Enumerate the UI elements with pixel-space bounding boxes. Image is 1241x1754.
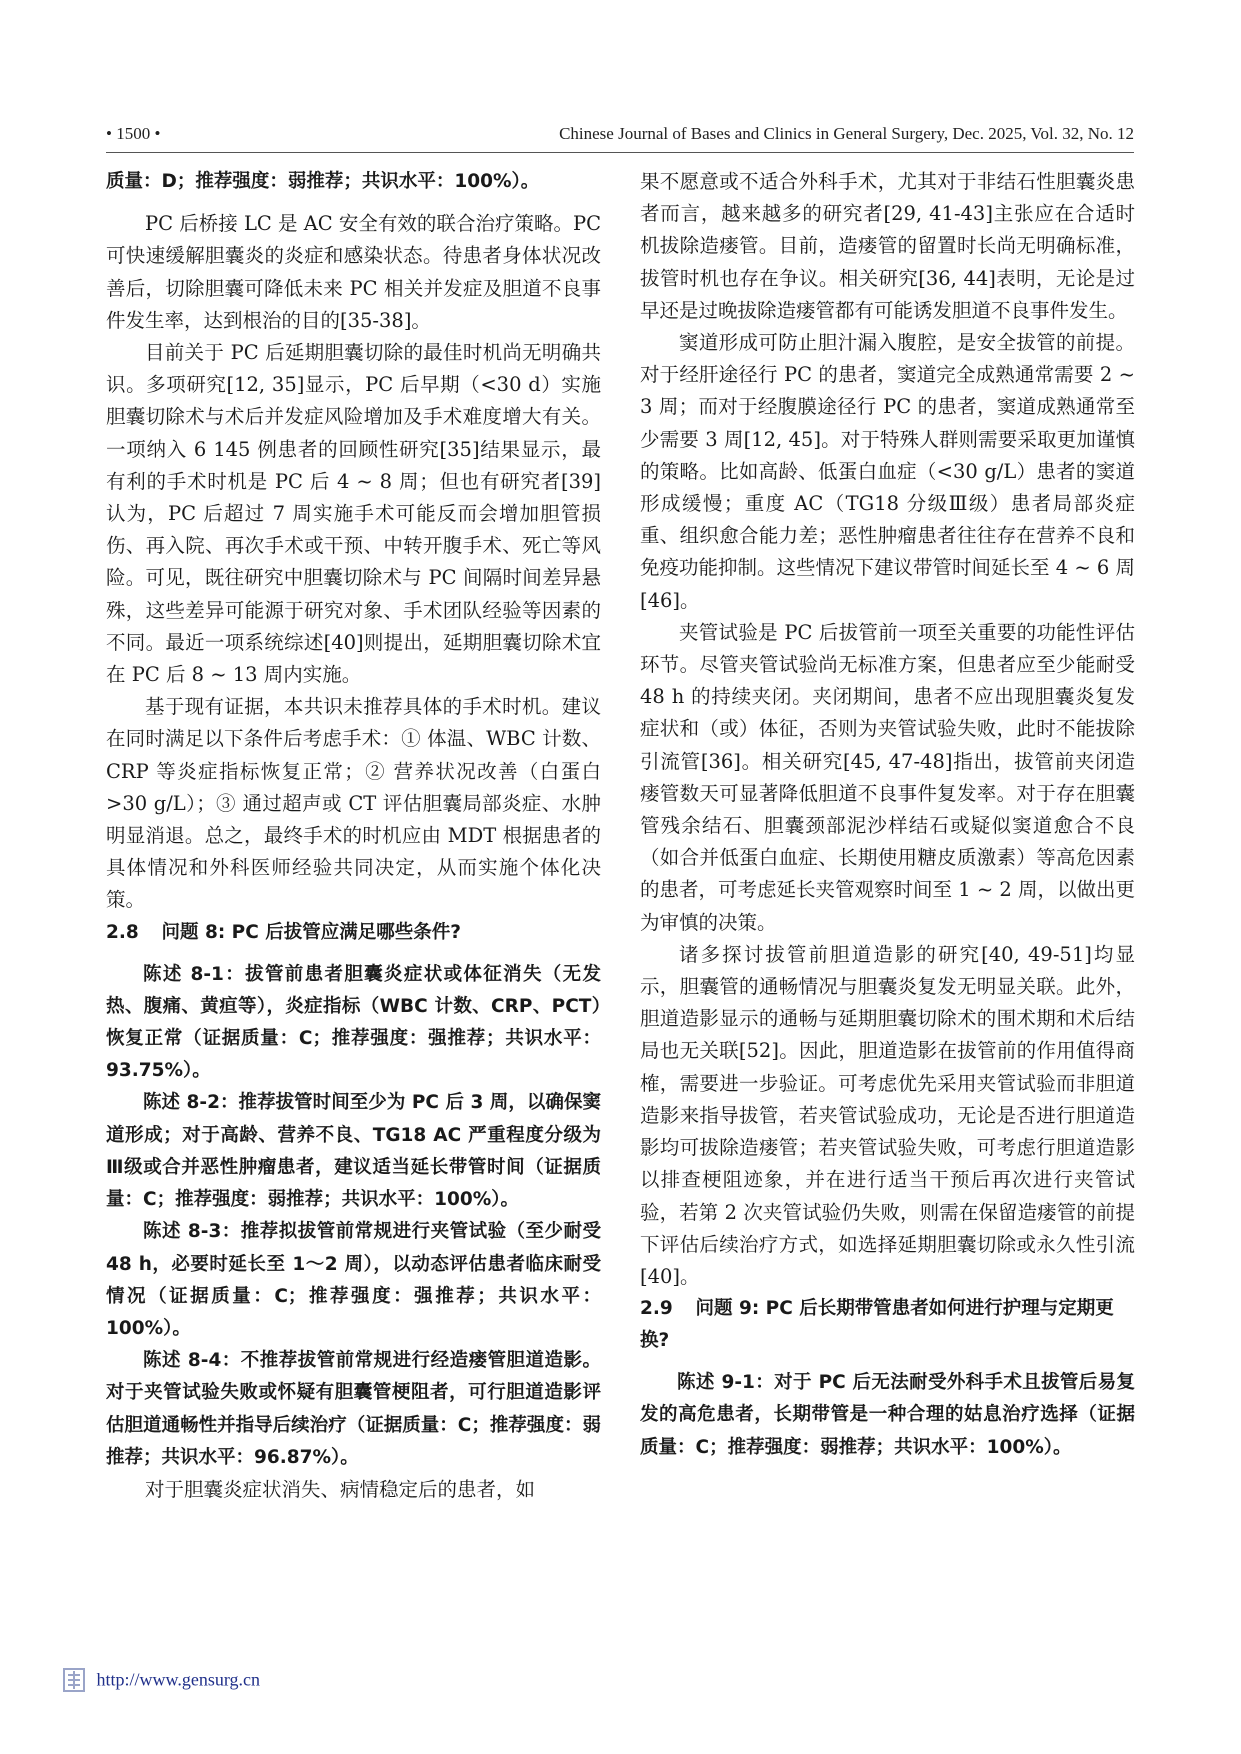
section-heading-2-8 [106, 917, 601, 949]
right-column [640, 166, 1135, 1464]
section-heading-2-9 [640, 1293, 1135, 1357]
paragraph: 对于胆囊炎症状消失、病情稳定后的患者，如 [145, 1477, 536, 1501]
header-rule [106, 152, 1134, 153]
running-header [106, 124, 1134, 148]
footer [62, 1667, 260, 1697]
statement-8-4: 陈述 8-4：不推荐拔管前常规进行经造瘘管胆道造影。对于夹管试验失败或怀疑有胆囊管梗阻者，可行胆道造影评估胆道通畅性并指导后续治疗（证据质量：C；推荐强度：弱推荐；共识水平：96.87%）。 [106, 1350, 601, 1468]
journal-url-link[interactable]: http://www.gensurg.cn [96, 1669, 260, 1690]
journal-logo-icon [62, 1667, 86, 1693]
paragraph: 窦道形成可防止胆汁漏入腹腔，是安全拔管的前提。对于经肝途径行 PC 的患者，窦道完全成熟通常需要 2 ~ 3 周；而对于经腹膜途径行 PC 的患者，窦道成熟通常至少需要 3 周[12, 45]。对于特殊人群则需要采取更加谨慎的策略。比如高龄、低蛋白血症（<30 g/L）患者的窦道形成缓慢；重度 AC（TG18 分级Ⅲ级）患者局部炎症重、组织愈合能力差；恶性肿瘤患者往往存在营养不良和免疫功能抑制。这些情况下建议带管时间延长至 4 ~ 6 周[46]。 [640, 331, 1135, 612]
paragraph: 夹管试验是 PC 后拔管前一项至关重要的功能性评估环节。尽管夹管试验尚无标准方案，但患者应至少能耐受 48 h 的持续夹闭。夹闭期间，患者不应出现胆囊炎复发症状和（或）体征，否则为夹管试验失败，此时不能拔除引流管[36]。相关研究[45, 47-48]指出，拔管前夹闭造瘘管数天可显著降低胆道不良事件复发率。对于存在胆囊管残余结石、胆囊颈部泥沙样结石或疑似窦道愈合不良（如合并低蛋白血症、长期使用糖皮质激素）等高危因素的患者，可考虑延长夹管观察时间至 1 ~ 2 周，以做出更为审慎的决策。 [640, 620, 1135, 934]
paragraph: 基于现有证据，本共识未推荐具体的手术时机。建议在同时满足以下条件后考虑手术：① 体温、WBC 计数、CRP 等炎症指标恢复正常；② 营养状况改善（白蛋白>30 g/L）；③ 通过超声或 CT 评估胆囊局部炎症、水肿明显消退。总之，最终手术的时机应由 MDT 根据患者的具体情况和外科医师经验共同决定，从而实施个体化决策。 [106, 695, 601, 912]
left-column [106, 166, 601, 1506]
section-title: 问题 9: PC 后长期带管患者如何进行护理与定期更换? [640, 1298, 1114, 1352]
paragraph: 诸多探讨拔管前胆道造影的研究[40, 49-51]均显示，胆囊管的通畅情况与胆囊炎复发无明显关联。此外，胆道造影显示的通畅与延期胆囊切除术的围术期和术后结局也无关联[52]。因此，胆道造影在拔管前的作用值得商榷，需要进一步验证。可考虑优先采用夹管试验而非胆道造影来指导拔管，若夹管试验成功，无论是否进行胆道造影均可拔除造瘘管；若夹管试验失败，可考虑行胆道造影以排查梗阻迹象，并在进行适当干预后再次进行夹管试验，若第 2 次夹管试验仍失败，则需在保留造瘘管的前提下评估后续治疗方式，如选择延期胆囊切除或永久性引流[40]。 [640, 942, 1135, 1288]
section-number: 2.9 [640, 1298, 673, 1320]
page-number: • 1500 • [106, 124, 161, 143]
paragraph: PC 后桥接 LC 是 AC 安全有效的联合治疗策略。PC 可快速缓解胆囊炎的炎症和感染状态。待患者身体状况改善后，切除胆囊可降低未来 PC 相关并发症及胆道不良事件发生率，达到根治的目的[35-38]。 [106, 212, 601, 332]
statement-8-1: 陈述 8-1：拔管前患者胆囊炎症状或体征消失（无发热、腹痛、黄疸等），炎症指标（WBC 计数、CRP、PCT）恢复正常（证据质量：C；推荐强度：强推荐；共识水平：93.75%）。 [106, 963, 601, 1082]
statement-8-3: 陈述 8-3：推荐拟拔管前常规进行夹管试验（至少耐受 48 h，必要时延长至 1～2 周），以动态评估患者临床耐受情况（证据质量：C；推荐强度：强推荐；共识水平：100%）。 [106, 1221, 601, 1339]
journal-citation: Chinese Journal of Bases and Clinics in General Surgery, Dec. 2025, Vol. 32, No. 12 [559, 124, 1134, 143]
paragraph: 目前关于 PC 后延期胆囊切除的最佳时机尚无明确共识。多项研究[12, 35]显示，PC 后早期（<30 d）实施胆囊切除术与术后并发症风险增加及手术难度增大有关。一项纳入 6 145 例患者的回顾性研究[35]结果显示，最有利的手术时机是 PC 后 4 ~ 8 周；但也有研究者[39]认为，PC 后超过 7 周实施手术可能反而会增加胆管损伤、再入院、再次手术或干预、中转开腹手术、死亡等风险。可见，既往研究中胆囊切除术与 PC 间隔时间差异悬殊，这些差异可能源于研究对象、手术团队经验等因素的不同。最近一项系统综述[40]则提出，延期胆囊切除术宜在 PC 后 8 ~ 13 周内实施。 [106, 341, 601, 687]
section-title: 问题 8: PC 后拔管应满足哪些条件? [161, 921, 461, 943]
paragraph-continuation: 质量：D；推荐强度：弱推荐；共识水平：100%）。 [106, 171, 540, 192]
section-number: 2.8 [106, 921, 139, 943]
statement-9-1: 陈述 9-1：对于 PC 后无法耐受外科手术且拔管后易复发的高危患者，长期带管是一种合理的姑息治疗选择（证据质量：C；推荐强度：弱推荐；共识水平：100%）。 [640, 1372, 1135, 1458]
paragraph-continuation: 果不愿意或不适合外科手术，尤其对于非结石性胆囊炎患者而言，越来越多的研究者[29, 41-43]主张应在合适时机拔除造瘘管。目前，造瘘管的留置时长尚无明确标准，拔管时机也存在争议。相关研究[36, 44]表明，无论是过早还是过晚拔除造瘘管都有可能诱发胆道不良事件发生。 [640, 170, 1135, 322]
statement-8-2: 陈述 8-2：推荐拔管时间至少为 PC 后 3 周，以确保窦道形成；对于高龄、营养不良、TG18 AC 严重程度分级为Ⅲ级或合并恶性肿瘤患者，建议适当延长带管时间（证据质量：C；推荐强度：弱推荐；共识水平：100%）。 [106, 1092, 601, 1211]
